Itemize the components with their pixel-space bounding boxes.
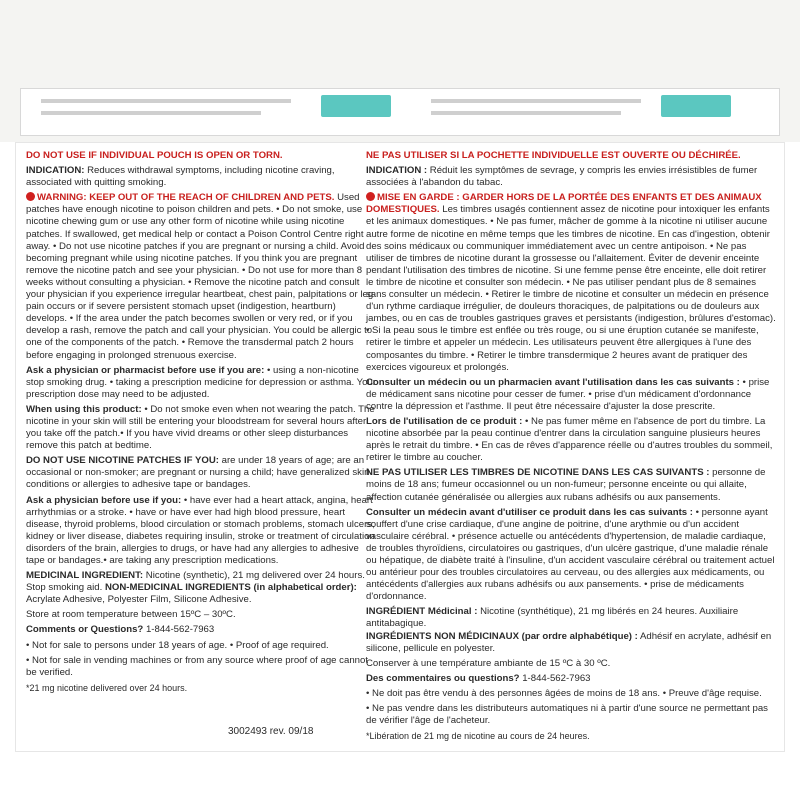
french-column: [366, 150, 776, 745]
en-warning-text: Used patches have enough nicotine to poison children and pets. • Do not smoke, use nicotine chewing gum or use any other form of nicotine while using nicotine patches. If swallowed, get medical help or contact a Poison Control Centre right away. • Do not use nicotine patches if you are pregnant or nursing a child. Avoid becoming pregnant while using nicotine patches. If you think you are pregnant remove the nicotine patch and see your physician. • Do not use for more than 8 weeks without consulting a physician. • Remove the nicotine patch and consult your physician if you experience irregular heartbeat, chest pain, palpitations or leg pain occurs or if severe persistent stomach upset (indigestion, heartburn) develops. • If the area under the patch becomes swollen or very red, or if you develop a rash, remove the patch and call your physician. You could be allergic to one of the components of the patch. • Remove the transdermal patch 2 hours before engaging in prolonged strenuous exercise.: [26, 192, 374, 361]
en-med-text: Nicotine (synthetic), 21 mg delivered over 24 hours. Stop smoking aid.: [26, 570, 365, 594]
flap-text-line: [41, 99, 291, 103]
en-med-label: MEDICINAL INGREDIENT:: [26, 570, 144, 582]
flap-text-line: [431, 99, 641, 103]
fr-med-label: INGRÉDIENT Médicinal :: [366, 606, 478, 618]
fr-comments-phone: 1-844-562-7963: [522, 672, 591, 684]
en-ask-text: • using a non-nicotine stop smoking drug. • taking a prescription medicine for depression or asthma. Your prescription dose may need to be adjusted.: [26, 364, 376, 400]
en-comments-label: Comments or Questions?: [26, 624, 144, 636]
en-warning-label: WARNING: KEEP OUT OF THE REACH OF CHILDREN AND PETS.: [37, 192, 335, 204]
fr-med-text: Nicotine (synthétique), 21 mg libérés en 24 heures. Auxiliaire antitabagique.: [366, 606, 739, 630]
en-store: Store at room temperature between 15ºC – 30ºC.: [26, 609, 236, 621]
fr-ask2-text: • personne ayant souffert d'une crise cardiaque, d'une angine de poitrine, d'une arythmie ou d'un accident vasculaire cérébral. • présence actuelle ou antécédents d'hypertension, de maladie cardiaque, de troubles thyroïdiens, circulatoires ou gastriques, d'un ulcère gastrique, d'une maladie rénale ou hépatique, de diabète traité à l'insuline, d'un accident vasculaire cérébral ou traitement actuel ou antérieur pour des troubles circulatoires au cerveau, ou des allergies aux médicaments, ou antécédents d'allergies aux rubans adhésifs ou aux pansements. • prise de médicaments d'ordonnance.: [366, 506, 775, 603]
fr-warning-label: MISE EN GARDE : GARDER HORS DE LA PORTÉE DES ENFANTS ET DES ANIMAUX DOMESTIQUES.: [366, 192, 762, 216]
en-ask2-text: • have ever had a heart attack, angina, heart arrhythmias or a stroke. • have or have ever had high blood pressure, heart disease, thyroid problems, blood circulation or stomach problems, stomach ulcers, kidney or liver disease, diabetes requiring insulin, stroke or treatment of circulation disorders of the brain, allergies to drugs, or have had any allergies to adhesive tape or bandages.• are taking any prescription medications.: [26, 494, 375, 566]
fr-dnu-text: personne de moins de 18 ans; fumeur occasionnel ou un non-fumeur; personne enceinte ou qui allaite, affection cutanée généralisée ou allergies aux rubans adhésifs ou aux pansements.: [366, 467, 766, 503]
en-when-text: • Do not smoke even when not wearing the patch. The nicotine in your skin will still be entering your bloodstream for several hours after you take off the patch.• If you have vivid dreams or other sleep disturbances remove this patch at bedtime.: [26, 403, 375, 452]
en-nonmed-label: NON-MEDICINAL INGREDIENTS (in alphabetical order):: [104, 582, 357, 594]
en-indication-text: Reduces withdrawal symptoms, including nicotine craving, associated with quitting smoking.: [26, 165, 335, 189]
fr-sale-2: • Ne pas vendre dans les distributeurs automatiques ni à partir d'une source ne permettant pas de vérifier l'âge de l'acheteur.: [366, 703, 768, 727]
product-code: 3002493 rev. 09/18: [228, 726, 314, 737]
fr-headline: NE PAS UTILISER SI LA POCHETTE INDIVIDUELLE EST OUVERTE OU DÉCHIRÉE.: [366, 150, 741, 161]
package-top-flap: [0, 0, 800, 142]
fr-warning-text: Les timbres usagés contiennent assez de nicotine pour intoxiquer les enfants et les animaux domestiques. • Ne pas fumer, mâcher de gomme à la nicotine ni utiliser aucune autre forme de nicotine en même temps que les timbres de nicotine. En cas d'ingestion, obtenir des soins médicaux ou communiquer immédiatement avec un centre antipoison. • Ne pas utiliser de timbres de nicotine durant la grossesse ou l'allaitement. Éviter de devenir enceinte pendant l'utilisation des timbres de nicotine. Si une femme pense être enceinte, elle doit retirer le timbre de nicotine et consulter son médecin. • Ne pas utiliser pendant plus de 8 semaines sans consulter un médecin. • Retirer le timbre de nicotine et consulter un médecin en présence d'un rythme cardiaque irrégulier, de douleurs thoraciques, de palpitations ou de douleurs aux jambes, ou en cas de troubles gastriques graves et persistants (indigestion, brûlures d'estomac). • Si la peau sous le timbre est enflée ou très rouge, ou si une éruption cutanée se manifeste, retirer le timbre et appeler un médecin. Les utilisateurs peuvent être allergiques à l'une des composantes du timbre. • Retirer le timbre transdermique 2 heures avant de pratiquer des exercices vigoureux et prolongés.: [366, 204, 776, 373]
en-indication-label: INDICATION:: [26, 165, 85, 177]
en-ask2-label: Ask a physician before use if you:: [26, 494, 182, 506]
fr-dnu-label: NE PAS UTILISER LES TIMBRES DE NICOTINE DANS LES CAS SUIVANTS :: [366, 467, 710, 479]
step-tab-right: [661, 95, 731, 117]
fr-indication-text: Réduit les symptômes de sevrage, y compris les envies irrésistibles de fumer associées à l'abandon du tabac.: [366, 165, 758, 189]
en-sale-2: • Not for sale in vending machines or from any source where proof of age cannot be verified.: [26, 654, 368, 678]
fr-when-text: • Ne pas fumer même en l'absence de port du timbre. La nicotine absorbée par la peau continue d'entrer dans la circulation sanguine plusieurs heures après le retrait du timbre. • En cas de rêves d'apparence réelle ou d'autres troubles du sommeil, retirer le timbre au coucher.: [366, 415, 773, 464]
fr-ask-text: • prise de médicament sans nicotine pour cesser de fumer. • prise d'un médicament d'ordonnance contre la dépression et l'asthme. Il peut être nécessaire d'ajuster la dose prescrite.: [366, 376, 770, 412]
flap-text-line: [41, 111, 261, 115]
en-comments-phone: 1-844-562-7963: [145, 624, 215, 636]
fr-nonmed-label: INGRÉDIENTS NON MÉDICINAUX (par ordre alphabétique) :: [366, 630, 638, 642]
fr-ask-label: Consulter un médecin ou un pharmacien avant l'utilisation dans les cas suivants :: [366, 376, 740, 388]
warning-dot-icon: [366, 192, 375, 201]
fr-sale-1: • Ne doit pas être vendu à des personnes âgées de moins de 18 ans. • Preuve d'âge requise.: [366, 687, 762, 699]
fr-footnote: *Libération de 21 mg de nicotine au cours de 24 heures.: [366, 731, 590, 742]
en-dnu-label: DO NOT USE NICOTINE PATCHES IF YOU:: [26, 455, 219, 467]
fr-when-label: Lors de l'utilisation de ce produit :: [366, 415, 523, 427]
mirrored-flap-print: [20, 88, 780, 136]
fr-nonmed-text: Adhésif en acrylate, adhésif en silicone, pellicule en polyester.: [366, 630, 772, 654]
fr-comments-label: Des commentaires ou questions?: [366, 672, 520, 684]
en-sale-1: • Not for sale to persons under 18 years of age. • Proof of age required.: [26, 639, 329, 651]
fr-store: Conserver à une température ambiante de 15 ºC à 30 ºC.: [366, 657, 611, 669]
en-nonmed-text: Acrylate Adhesive, Polyester Film, Silicone Adhesive.: [26, 594, 252, 606]
warning-dot-icon: [26, 192, 35, 201]
step-tab-left: [321, 95, 391, 117]
en-headline: DO NOT USE IF INDIVIDUAL POUCH IS OPEN OR TORN.: [26, 150, 283, 161]
en-when-label: When using this product:: [26, 403, 142, 415]
flap-text-line: [431, 111, 621, 115]
en-dnu-text: are under 18 years of age; are an occasional or non-smoker; are pregnant or nursing a child; have generalized skin conditions or allergies to adhesive tape or bandages.: [26, 455, 370, 491]
en-footnote: *21 mg nicotine delivered over 24 hours.: [26, 682, 188, 693]
en-ask-label: Ask a physician or pharmacist before use if you are:: [26, 364, 265, 376]
fr-ask2-label: Consulter un médecin avant d'utiliser ce produit dans les cas suivants :: [366, 506, 693, 518]
english-column: [26, 150, 376, 697]
fr-indication-label: INDICATION :: [366, 165, 428, 177]
